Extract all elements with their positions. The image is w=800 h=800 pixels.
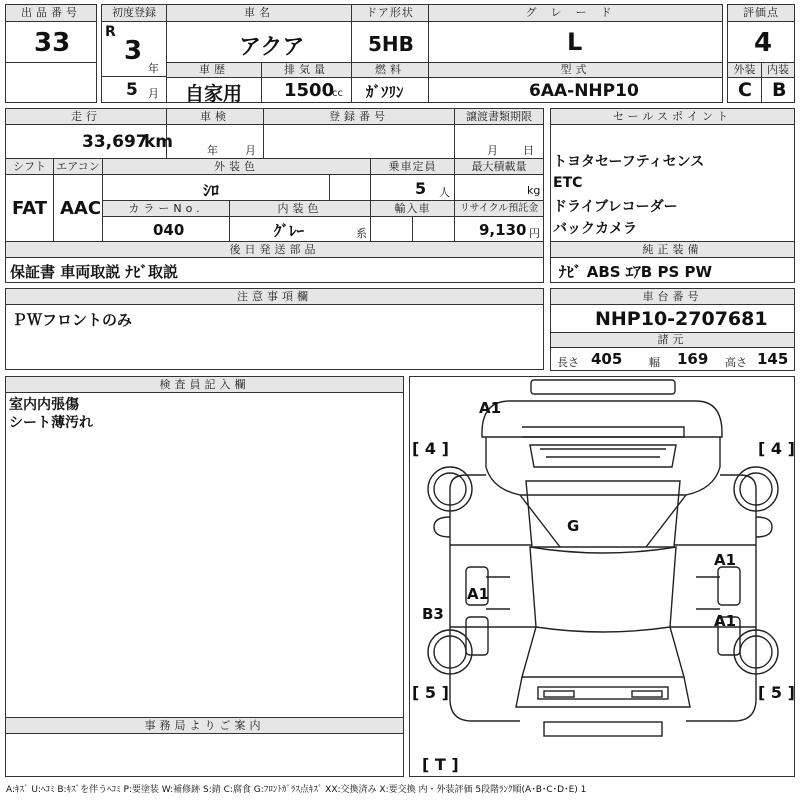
transfer-cell xyxy=(454,124,544,159)
color-no-label: カラーNo. xyxy=(102,200,230,217)
inspection-cell xyxy=(166,124,264,159)
inspection-label: 車検 xyxy=(166,108,264,125)
era-value: R xyxy=(105,24,116,40)
ac-cell xyxy=(53,174,103,242)
displacement-cell xyxy=(261,77,352,103)
recycle-label: リサイクル預託金 xyxy=(454,200,544,217)
equipment-cell xyxy=(550,257,795,283)
load-unit: kg xyxy=(527,184,541,197)
notes-value: ＰＷフロントのみ xyxy=(12,311,133,329)
month-unit: 月 xyxy=(148,87,159,100)
recycle-cell xyxy=(454,216,544,242)
width-label: 幅 xyxy=(649,356,660,369)
recycle-unit: 円 xyxy=(529,227,540,240)
door-cell xyxy=(351,21,429,63)
score-value: 4 xyxy=(754,28,773,58)
int-color-value: ｸﾞﾚｰ xyxy=(274,222,305,240)
lot-label: 出品番号 xyxy=(5,4,97,22)
tire-spare: [ T ] xyxy=(422,755,459,774)
tire-fr: [ 4 ] xyxy=(758,439,795,458)
inspector-label: 検査員記入欄 xyxy=(5,376,404,393)
length-value: 405 xyxy=(591,350,623,368)
ext-color-label: 外装色 xyxy=(102,158,371,175)
inspector-line: 室内内張傷 xyxy=(9,397,79,413)
sales-item: トヨタセーフティセンス xyxy=(553,154,705,170)
tire-fl: [ 4 ] xyxy=(412,439,449,458)
car-diagram xyxy=(409,376,795,777)
equipment-value: ﾅﾋﾞ ABS ｴｱB PS PW xyxy=(559,263,713,281)
grade-cell xyxy=(428,21,723,63)
shift-value: FAT xyxy=(12,198,48,219)
height-label: 高さ xyxy=(725,356,747,369)
ext-color-cell xyxy=(102,174,330,201)
door-label: ドア形状 xyxy=(351,4,429,22)
interior-value: B xyxy=(772,79,787,101)
displacement-value: 1500 xyxy=(284,80,335,101)
import-label: 輸入車 xyxy=(370,200,455,217)
fuel-value: ｶﾞｿﾘﾝ xyxy=(366,83,404,101)
car-name-value: アクア xyxy=(239,35,305,60)
capacity-value: 5 xyxy=(415,179,427,198)
mark-hood: G xyxy=(567,517,580,535)
mileage-cell xyxy=(5,124,174,159)
recycle-value: 9,130 xyxy=(479,221,527,239)
sales-item: ドライブレコーダー xyxy=(553,199,678,215)
sales-item: バックカメラ xyxy=(553,221,637,237)
reg-no-cell xyxy=(263,124,455,159)
exterior-label: 外装 xyxy=(727,62,762,78)
length-label: 長さ xyxy=(557,356,579,369)
door-value: 5HB xyxy=(368,32,414,56)
import-cell-a xyxy=(370,216,413,242)
car-name-label: 車名 xyxy=(166,4,352,22)
spec-label: 諸元 xyxy=(550,332,795,348)
chassis-label: 車台番号 xyxy=(550,288,795,305)
transfer-month-unit: 月 xyxy=(487,144,498,157)
sales-point-cell xyxy=(550,124,795,242)
sales-item: ETC xyxy=(553,175,583,191)
history-cell xyxy=(166,77,262,103)
score-cell xyxy=(727,21,795,63)
mileage-label: 走行 xyxy=(5,108,167,125)
color-no-cell xyxy=(102,216,230,242)
grade-value: L xyxy=(567,28,583,56)
height-value: 145 xyxy=(757,350,789,368)
ext-color-value: ｼﾛ xyxy=(203,181,220,200)
legend-text: A:ｷｽﾞ U:ﾍｺﾐ B:ｷｽﾞを伴うﾍｺﾐ P:要塗装 W:補修跡 S:錆 C:腐食 G:ﾌﾛﾝﾄｶﾞﾗｽ点ｷｽﾞ XX:交換済み X:要交換 内・外装評価 5段階ﾗﾝｸ順(A･B･C･D･E) 1 xyxy=(6,785,587,795)
tire-rl: [ 5 ] xyxy=(412,683,449,702)
model-label: 型式 xyxy=(428,62,723,78)
sales-point-label: セールスポイント xyxy=(550,108,795,125)
notes-cell xyxy=(5,304,544,370)
first-reg-cell xyxy=(101,21,167,77)
lot-value-cell xyxy=(5,21,97,63)
color-no-value: 040 xyxy=(153,221,185,239)
mark-left-rear: B3 xyxy=(422,605,444,623)
interior-label: 内装 xyxy=(761,62,795,78)
interior-cell xyxy=(761,77,795,103)
chassis-cell xyxy=(550,304,795,333)
mark-right-front: A1 xyxy=(714,551,737,569)
shift-label: シフト xyxy=(5,158,54,175)
first-reg-month-cell xyxy=(101,76,167,103)
lot-blank-cell xyxy=(5,62,97,103)
fuel-label: 燃料 xyxy=(351,62,429,78)
mileage-value: 33,697 xyxy=(82,132,148,152)
inspection-year-unit: 年 xyxy=(207,144,218,157)
first-reg-year: 3 xyxy=(124,36,143,66)
ac-label: エアコン xyxy=(53,158,103,175)
capacity-label: 乗車定員 xyxy=(370,158,455,175)
displacement-label: 排気量 xyxy=(261,62,352,78)
fuel-cell xyxy=(351,77,429,103)
ac-value: AAC xyxy=(60,198,102,219)
mark-front-bumper: A1 xyxy=(479,399,502,417)
int-color-unit: 系 xyxy=(356,227,367,240)
int-color-label: 内装色 xyxy=(229,200,371,217)
year-unit: 年 xyxy=(148,62,159,75)
score-label: 評価点 xyxy=(727,4,795,22)
equipment-label: 純正装備 xyxy=(550,241,795,258)
spec-cell xyxy=(550,347,795,371)
first-reg-month: 5 xyxy=(126,80,138,100)
later-parts-label: 後日発送部品 xyxy=(5,241,544,258)
exterior-value: C xyxy=(738,79,752,101)
load-cell xyxy=(454,174,544,201)
mark-left-mid: A1 xyxy=(467,585,490,603)
notes-label: 注意事項欄 xyxy=(5,288,544,305)
int-color-cell xyxy=(229,216,371,242)
displacement-unit: cc xyxy=(332,88,343,99)
inspector-cell xyxy=(5,392,404,718)
capacity-cell xyxy=(370,174,455,201)
import-cell-b xyxy=(412,216,455,242)
load-label: 最大積載量 xyxy=(454,158,544,175)
history-label: 車歴 xyxy=(166,62,262,78)
lot-value: 33 xyxy=(34,28,71,58)
office-label: 事務局よりご案内 xyxy=(5,717,404,734)
model-cell xyxy=(428,77,723,103)
capacity-unit: 人 xyxy=(439,186,450,199)
exterior-cell xyxy=(727,77,762,103)
office-cell xyxy=(5,733,404,777)
mileage-unit: km xyxy=(144,132,174,152)
tire-rr: [ 5 ] xyxy=(758,683,795,702)
reg-no-label: 登録番号 xyxy=(263,108,455,125)
later-parts-value: 保証書 車両取説 ﾅﾋﾞ取説 xyxy=(10,263,178,281)
later-parts-cell xyxy=(5,257,544,283)
transfer-label: 譲渡書類期限 xyxy=(454,108,544,125)
grade-label: グレード xyxy=(428,4,723,22)
ext-color-extra xyxy=(329,174,371,201)
first-reg-label: 初度登録 xyxy=(101,4,167,22)
transfer-day-unit: 日 xyxy=(523,144,534,157)
chassis-value: NHP10-2707681 xyxy=(595,308,768,330)
model-value: 6AA-NHP10 xyxy=(529,81,639,101)
shift-cell xyxy=(5,174,54,242)
history-value: 自家用 xyxy=(185,83,243,105)
inspector-line: シート薄汚れ xyxy=(9,415,93,431)
mark-right-rear: A1 xyxy=(714,612,737,630)
car-name-cell xyxy=(166,21,352,63)
inspection-month-unit: 月 xyxy=(245,144,256,157)
width-value: 169 xyxy=(677,350,709,368)
